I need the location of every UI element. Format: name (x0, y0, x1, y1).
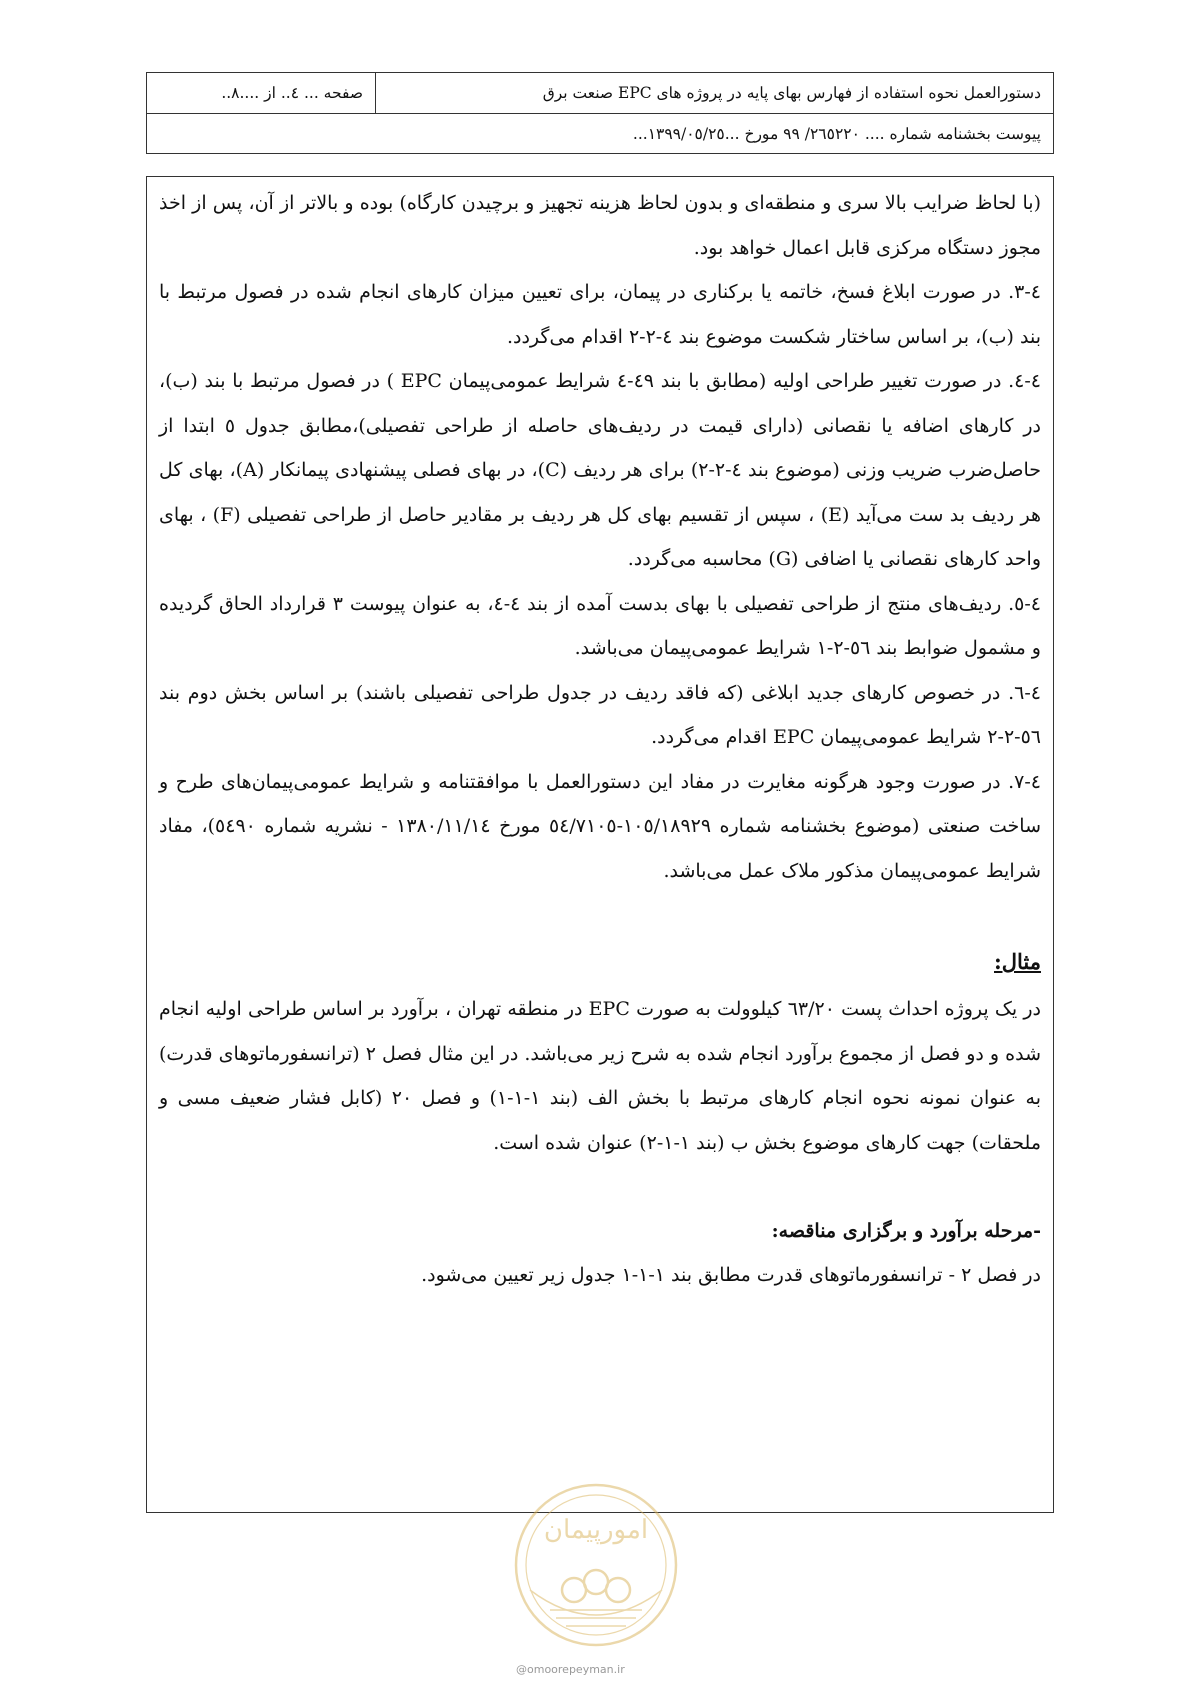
paragraph-continuation: (با لحاظ ضرایب بالا سری و منطقه‌ای و بدون لحاظ هزینه تجهیز و برچیدن کارگاه) بوده و بالاتر از آن، پس از اخذ مجوز دستگاه مرکزی قابل اعمال خواهد بود. (159, 192, 1041, 259)
watermark-url: @omoorepeyman.ir (516, 1663, 625, 1676)
paragraph-4-7: ٤-٧. در صورت وجود هرگونه مغایرت در مفاد این دستورالعمل با موافقتنامه و شرایط عمومی‌پیمان‌های طرح و ساخت صنعتی (موضوع بخشنامه شماره ١٠٥/١٨٩٢٩-٥٤/٧١٠٥ مورخ ١٣٨٠/١١/١٤ - نشریه شماره ٥٤٩٠)، مفاد شرایط عمومی‌پیمان مذکور ملاک عمل می‌باشد. (159, 770, 1041, 882)
paragraph-4-4: ٤-٤. در صورت تغییر طراحی اولیه (مطابق با بند ٤٩-٤ شرایط عمومی‌پیمان EPC ) در فصول مرتبط با بند (ب)، در کارهای اضافه یا نقصانی (دارای قیمت در ردیف‌های حاصله از طراحی تفصیلی)،مطابق جدول ٥ ابتدا از حاصل‌ضرب ضریب وزنی (موضوع بند ٤-٢-٢) برای هر ردیف (C)، در بهای فصلی پیشنهادی پیمانکار (A)، بهای کل هر ردیف بد ست می‌آید (E) ، سپس از تقسیم بهای کل هر ردیف بر مقادیر حاصل از طراحی تفصیلی (F) ، بهای واحد کارهای نقصانی یا اضافی (G) محاسبه می‌گردد. (159, 370, 1042, 570)
document-content (159, 181, 1041, 1298)
example-text: در یک پروژه احداث پست ٦٣/٢٠ کیلوولت به صورت EPC در منطقه تهران ، برآورد بر اساس طراحی اولیه انجام شده و دو فصل از مجموع برآورد انجام شده به شرح زیر می‌باشد. در این مثال فصل ٢ (ترانسفورماتوهای قدرت) به عنوان نمونه نحوه انجام کارهای مرتبط با بخش الف (بند ١-١-١) و فصل ٢٠ (کابل فشار ضعیف مسی و ملحقات) جهت کارهای موضوع بخش ب (بند ١-١-٢) عنوان شده است. (159, 998, 1042, 1154)
paragraph-4-3: ٤-٣. در صورت ابلاغ فسخ، خاتمه یا برکناری در پیمان، برای تعیین میزان کارهای انجام شده در فصول مرتبط با بند (ب)، بر اساس ساختار شکست موضوع بند ٤-٢-٢ اقدام می‌گردد. (159, 281, 1041, 348)
section-heading: -مرحله برآورد و برگزاری مناقصه: (771, 1220, 1041, 1242)
header-row-attachment (147, 113, 1053, 154)
example-heading: مثال: (994, 949, 1041, 974)
watermark-logo-text: امورپیمان (543, 1515, 649, 1545)
document-body (146, 176, 1054, 1513)
document-title: دستورالعمل نحوه استفاده از فهارس بهای پایه در پروژه های EPC صنعت برق (542, 84, 1041, 102)
attachment-reference: پیوست بخشنامه شماره .... ٢٦٥٢٢٠/ ٩٩ مورخ ...١٣٩٩/٠٥/٢٥... (632, 125, 1041, 143)
watermark-logo (510, 1470, 682, 1660)
document-header-table (146, 72, 1054, 154)
section-text: در فصل ٢ - ترانسفورماتوهای قدرت مطابق بند ١-١-١ جدول زیر تعیین می‌شود. (421, 1264, 1041, 1286)
header-row-title (147, 73, 1053, 113)
page-number: صفحه ... ٤.. از ....٨.. (147, 73, 376, 113)
spacer (159, 893, 1041, 937)
paragraph-4-5: ٤-٥. ردیف‌های منتج از طراحی تفصیلی با بهای بدست آمده از بند ٤-٤، به عنوان پیوست ٣ قرارداد الحاق گردیده و مشمول ضوابط بند ٥٦-٢-١ شرایط عمومی‌پیمان می‌باشد. (159, 592, 1042, 659)
spacer (159, 1165, 1041, 1209)
paragraph-4-6: ٤-٦. در خصوص کارهای جدید ابلاغی (که فاقد ردیف در جدول طراحی تفصیلی باشند) بر اساس بخش دوم بند ٥٦-٢-٢ شرایط عمومی‌پیمان EPC اقدام می‌گردد. (159, 681, 1041, 748)
